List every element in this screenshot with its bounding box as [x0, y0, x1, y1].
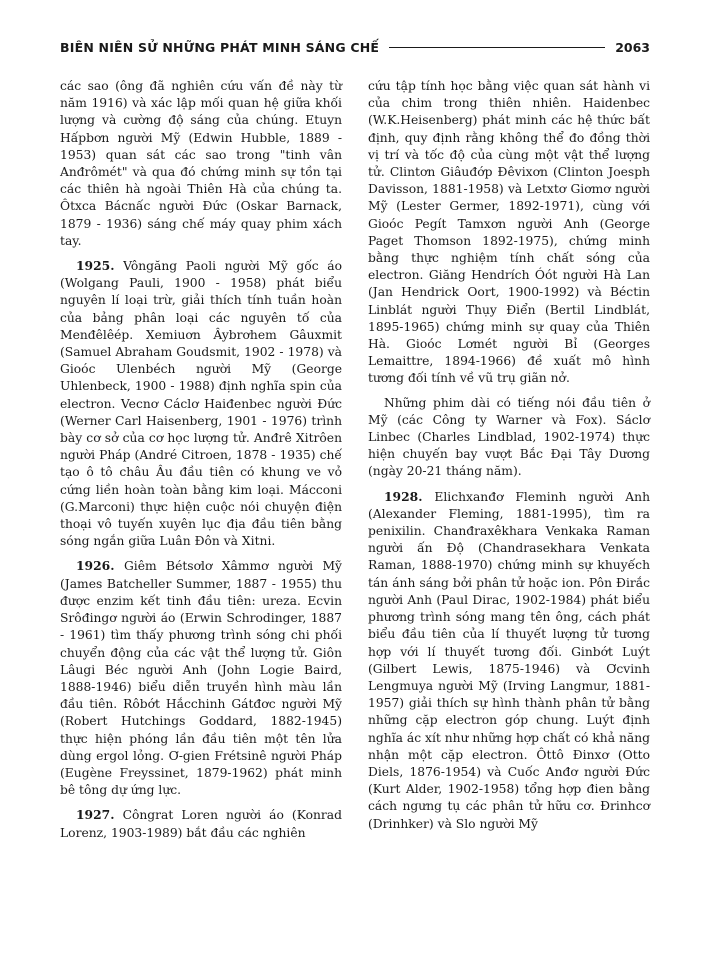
text-columns	[60, 78, 650, 918]
year-label: 1927.	[76, 807, 115, 823]
year-label: 1925.	[76, 258, 115, 274]
paragraph	[60, 806, 342, 841]
left-column	[60, 78, 342, 918]
page-header	[60, 36, 650, 58]
paragraph	[60, 557, 342, 799]
paragraph-text: Những phim dài có tiếng nói đầu tiên ở Mỹ (các Công ty Warner và Fox). Sáclơ Linbec (Charles Lindblad, 1902-1974) thực hiện chuyến bay vượt Bắc Đại Tây Dương (ngày 20-21 tháng năm).	[368, 395, 650, 479]
header-rule	[389, 47, 605, 48]
paragraph-text: Côngrat Loren người áo (Konrad Lorenz, 1903-1989) bắt đầu các nghiên	[60, 808, 342, 840]
paragraph	[368, 78, 650, 388]
right-column	[368, 78, 650, 918]
running-title: BIÊN NIÊN SỬ NHỮNG PHÁT MINH SÁNG CHẾ	[60, 39, 380, 55]
page-number: 2063	[615, 39, 650, 55]
paragraph-text: Giêm Bétsơlơ Xâmmơ người Mỹ (James Batcheller Summer, 1887 - 1955) thu được enzim kết tinh đầu tiên: ureza. Ecvin Srôđingơ người áo (Erwin Schrodinger, 1887 - 1961) tìm thấy phương trình sóng chi phối chuyển động của các vật thể lượng tử. Giôn Lâugi Béc người Anh (John Logie Baird, 1888-1946) biểu diễn truyền hình màu lần đầu tiên. Rôbớt Hắcchinh Gátđơc người Mỹ (Robert Hutchings Goddard, 1882-1945) thực hiện phóng lần đầu tiên một tên lửa dùng ergol lỏng. Ơ-gien Frétsinê người Pháp (Eugène Freyssinet, 1879-1962) phát minh bê tông dự ứng lực.	[60, 559, 342, 798]
paragraph	[60, 257, 342, 550]
paragraph-text: Elichxanđơ Fleminh người Anh (Alexander Fleming, 1881-1995), tìm ra penixilin. Chanđraxêkhara Venkaka Raman người ấn Độ (Chandrasekhara Venkata Raman, 1888-1970) chứng minh sự khuyếch tán ánh sáng bởi phân tử hoặc ion. Pôn Đirắc người Anh (Paul Dirac, 1902-1984) phát biểu phương trình sóng mang tên ông, cách phát biểu đầu tiên của lí thuyết lượng tử tương hợp với lí thuyết tương đối. Ginbớt Luýt (Gilbert Lewis, 1875-1946) và Ơcvinh Lengmuya người Mỹ (Irving Langmur, 1881-1957) giải thích sự hình thành phân tử bằng những cặp electron góp chung. Luýt định nghĩa ác xít như những hợp chất có khả năng nhận một cặp electron. Ôttô Đinxơ (Otto Diels, 1876-1954) và Cuốc Anđơ người Đức (Kurt Alder, 1902-1958) tổng hợp đien bằng cách ngưng tụ các phân tử hữu cơ. Đrinhcơ (Drinhker) và Slo người Mỹ	[368, 489, 651, 831]
paragraph-text: các sao (ông đã nghiên cứu vấn đề này từ năm 1916) và xác lập mối quan hệ giữa khối lượng và cường độ sáng của chúng. Etuyn Hấpbơn người Mỹ (Edwin Hubble, 1889 - 1953) quan sát các sao trong "tinh vân Anđrômét" và qua đó chứng minh sự tồn tại các thiên hà ngoài Thiên Hà của chúng ta. Ôtxca Bácnấc người Đức (Oskar Barnack, 1879 - 1936) sáng chế máy quay phim xách tay.	[60, 79, 342, 248]
paragraph	[368, 488, 650, 833]
paragraph-text: cứu tập tính học bằng việc quan sát hành vi của chim trong thiên nhiên. Haidenbec (W.K.Heisenberg) phát minh các hệ thức bất định, quy định rằng không thể đo đồng thời vị trí và tốc độ của cùng một vật thể lượng tử. Clintơn Giâuđớp Đêvixơn (Clinton Joesph Davisson, 1881-1958) và Letxtơ Giơmơ người Mỹ (Lester Germer, 1892-1971), cùng với Gioóc Pegít Tamxơn người Anh (George Paget Thomson 1892-1975), chứng minh bằng thực nghiệm tính chất sóng của electron. Giăng Hendrích Óót người Hà Lan (Jan Hendrick Oort, 1900-1992) và Béctin Linblát người Thụy Điển (Bertil Lindblát, 1895-1965) chứng minh sự quay của Thiên Hà. Gioóc Lơmét người Bỉ (Georges Lemaittre, 1894-1966) đề xuất mô hình tương đối tính về vũ trụ giãn nở.	[368, 79, 650, 386]
paragraph	[60, 78, 342, 250]
year-label: 1928.	[384, 488, 423, 504]
paragraph-text: Vôngăng Paoli người Mỹ gốc áo (Wolgang Pauli, 1900 - 1958) phát biểu nguyên lí loại trừ, giải thích tính tuần hoàn của bảng phân loại các nguyên tố của Menđêlêép. Xemiuơn Âybrơhem Gâuxmit (Samuel Abraham Goudsmit, 1902 - 1978) và Gioóc Ulenbéch người Mỹ (George Uhlenbeck, 1900 - 1988) định nghĩa spin của electron. Vecnơ Cáclơ Haiđenbec người Đức (Werner Carl Haisenberg, 1901 - 1976) trình bày cơ sở của cơ học lượng tử. Anđrê Xitrôen người Pháp (André Citroen, 1878 - 1935) chế tạo ô tô châu Âu đầu tiên có khung ve vỏ cứng liền hoàn toàn bằng kim loại. Mácconi (G.Marconi) thực hiện cuộc nói chuyện điện thoại vô tuyến xuyên lục địa đầu tiên bằng sóng ngắn giữa Luân Đôn và Xitni.	[60, 259, 342, 549]
year-label: 1926.	[76, 558, 115, 574]
paragraph	[368, 395, 650, 481]
